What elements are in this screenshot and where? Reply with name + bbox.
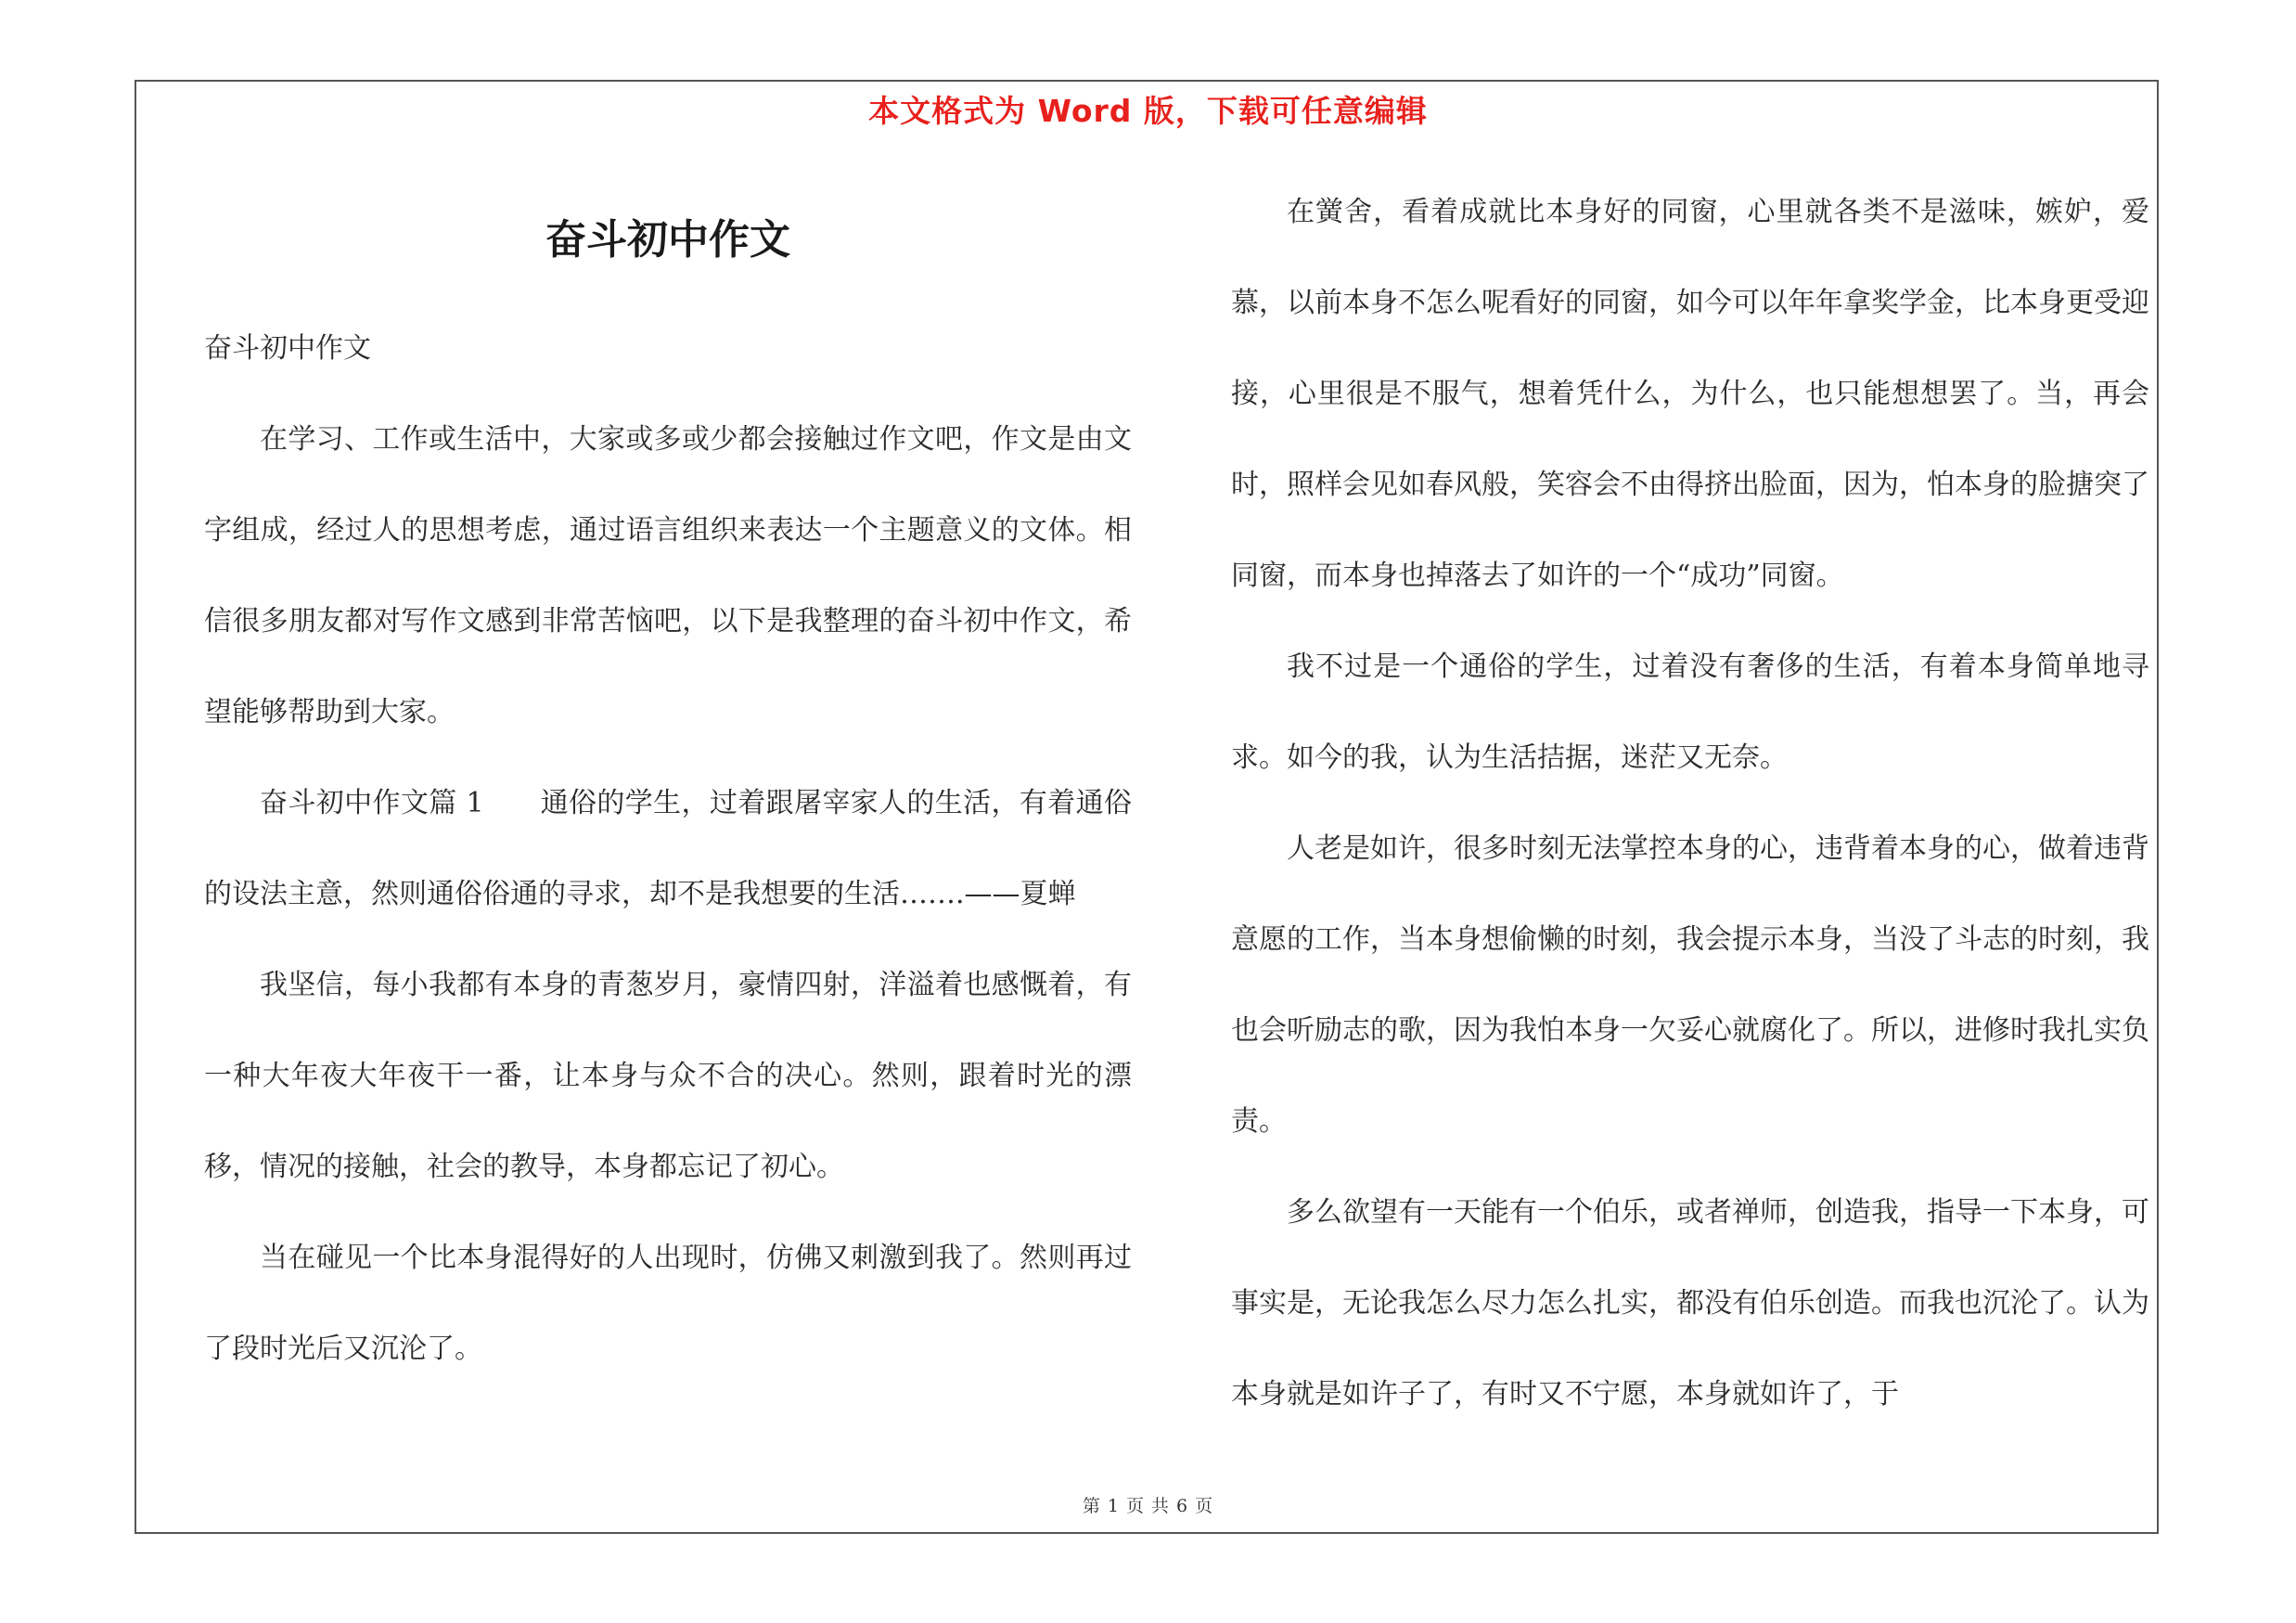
body-paragraph: 多么欲望有一天能有一个伯乐，或者禅师，创造我，指导一下本身，可事实是，无论我怎么尽力怎么扎实，都没有伯乐创造。而我也沉沦了。认为本身就是如许子了，有时又不宁愿，本身就如许了，于 [1231, 1196, 2149, 1410]
subtitle-paragraph: 奋斗初中作文 [204, 332, 371, 365]
document-title: 奋斗初中作文 [545, 216, 790, 264]
body-paragraph: 奋斗初中作文篇 1 通俗的学生，过着跟屠宰家人的生活，有着通俗的设法主意，然则通俗俗通的寻求，却不是我想要的生活…….——夏蝉 [204, 787, 1132, 910]
body-paragraph: 在学习、工作或生活中，大家或多或少都会接触过作文吧，作文是由文字组成，经过人的思想考虑，通过语言组织来表达一个主题意义的文体。相信很多朋友都对写作文感到非常苦恼吧，以下是我整理的奋斗初中作文，希望能够帮助到大家。 [204, 423, 1132, 728]
body-paragraph: 人老是如许，很多时刻无法掌控本身的心，违背着本身的心，做着违背意愿的工作，当本身想偷懒的时刻，我会提示本身，当没了斗志的时刻，我也会听励志的歌，因为我怕本身一欠妥心就腐化了。所以，进修时我扎实负责。 [1231, 832, 2149, 1138]
body-paragraph: 我不过是一个通俗的学生，过着没有奢侈的生活，有着本身简单地寻求。如今的我，认为生活拮据，迷茫又无奈。 [1231, 650, 2149, 774]
right-column [1231, 167, 2149, 1440]
body-paragraph: 我坚信，每小我都有本身的青葱岁月，豪情四射，洋溢着也感慨着，有一种大年夜大年夜干一番，让本身与众不合的决心。然则，跟着时光的漂移，情况的接触，社会的教导，本身都忘记了初心。 [204, 969, 1132, 1183]
word-format-banner: 本文格式为 Word 版，下载可任意编辑 [868, 93, 1428, 129]
left-column [204, 303, 1132, 1395]
body-paragraph: 当在碰见一个比本身混得好的人出现时，仿佛又刺激到我了。然则再过了段时光后又沉沦了。 [204, 1242, 1132, 1365]
body-paragraph: 在黉舍，看着成就比本身好的同窗，心里就各类不是滋味，嫉妒，爱慕，以前本身不怎么呢看好的同窗，如今可以年年拿奖学金，比本身更受迎接，心里很是不服气，想着凭什么，为什么，也只能想想罢了。当，再会时，照样会见如春风般，笑容会不由得挤出脸面，因为，怕本身的脸搪突了同窗，而本身也掉落去了如许的一个“成功”同窗。 [1231, 196, 2149, 592]
page-number-footer: 第 1 页 共 6 页 [1082, 1496, 1214, 1516]
